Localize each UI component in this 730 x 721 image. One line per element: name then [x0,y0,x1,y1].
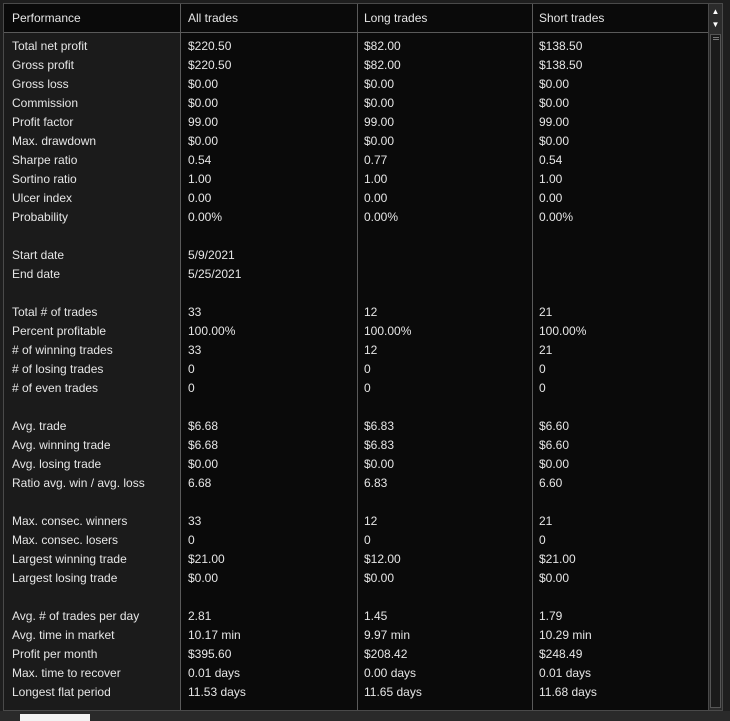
all-trades-value: 2.81 [188,609,212,623]
metric-label: Avg. losing trade [12,457,102,471]
metric-label: Largest winning trade [12,552,127,566]
all-trades-value: $21.00 [188,552,225,566]
table-row[interactable] [4,37,708,56]
grip-line [713,39,719,40]
long-trades-value: 99.00 [364,115,395,129]
long-trades-value [364,493,532,512]
table-row[interactable] [4,512,708,531]
metric-label: Largest losing trade [12,571,118,585]
all-trades-value: 5/9/2021 [188,248,235,262]
table-row[interactable] [4,664,708,683]
table-row[interactable] [4,493,708,512]
metric-label: Max. time to recover [12,666,121,680]
long-trades-value: 12 [364,514,378,528]
table-row[interactable] [4,417,708,436]
table-row[interactable] [4,569,708,588]
all-trades-value: $6.68 [188,419,219,433]
metric-label: Gross loss [12,77,69,91]
table-row[interactable] [4,531,708,550]
all-trades-value: 11.53 days [188,685,246,699]
table-row[interactable] [4,208,708,227]
table-row[interactable] [4,170,708,189]
all-trades-value: 99.00 [188,115,219,129]
metric-label: Avg. time in market [12,628,115,642]
short-trades-value: $0.00 [539,134,570,148]
long-trades-value: $6.83 [364,419,395,433]
long-trades-value: 9.97 min [364,628,411,642]
short-trades-value [539,265,707,284]
metric-label: Total net profit [12,39,88,53]
metric-label: Profit factor [12,115,74,129]
metric-label: Profit per month [12,647,98,661]
metric-label: Gross profit [12,58,75,72]
short-trades-value: $0.00 [539,96,570,110]
all-trades-value: 6.68 [188,476,212,490]
long-trades-value: 1.45 [364,609,388,623]
all-trades-value: $220.50 [188,39,232,53]
short-trades-value: 0 [539,381,546,395]
metric-label: Avg. winning trade [12,438,111,452]
long-trades-value: 0.00 [364,191,388,205]
table-row[interactable] [4,151,708,170]
metric-label: Sharpe ratio [12,153,78,167]
all-trades-value: $395.60 [188,647,232,661]
short-trades-value [539,398,707,417]
short-trades-value: $138.50 [539,39,583,53]
header-long-trades[interactable]: Long trades [364,11,428,25]
short-trades-value: $6.60 [539,419,570,433]
all-trades-value: $0.00 [188,571,219,585]
short-trades-value: $138.50 [539,58,583,72]
table-row[interactable] [4,303,708,322]
long-trades-value: $208.42 [364,647,408,661]
metric-label [12,398,180,417]
long-trades-value: 12 [364,305,378,319]
metric-label: Start date [12,248,65,262]
table-row[interactable] [4,436,708,455]
table-row[interactable] [4,550,708,569]
all-trades-value [188,493,356,512]
long-trades-value [364,227,532,246]
table-row[interactable] [4,474,708,493]
short-trades-value: $248.49 [539,647,583,661]
grip-line [713,37,719,38]
long-trades-value: $82.00 [364,58,401,72]
long-trades-value: 11.65 days [364,685,422,699]
table-row[interactable] [4,113,708,132]
table-row[interactable] [4,132,708,151]
header-performance[interactable]: Performance [12,11,81,25]
metric-label [12,284,180,303]
short-trades-value [539,246,707,265]
short-trades-value: 21 [539,305,553,319]
long-trades-value: 0 [364,362,371,376]
table-row[interactable] [4,588,708,607]
all-trades-value [188,284,356,303]
all-trades-value: $6.68 [188,438,219,452]
short-trades-value: 100.00% [539,324,587,338]
all-trades-value: 0 [188,533,195,547]
long-trades-value: $82.00 [364,39,401,53]
all-trades-value: 5/25/2021 [188,267,242,281]
metric-label: End date [12,267,61,281]
scrollbar-thumb[interactable] [710,34,721,708]
long-trades-value: 12 [364,343,378,357]
metric-label: Percent profitable [12,324,107,338]
short-trades-value: 0.01 days [539,666,592,680]
short-trades-value: 21 [539,514,553,528]
metric-label: Max. consec. losers [12,533,119,547]
metric-label: # of winning trades [12,343,113,357]
all-trades-value: 0.54 [188,153,212,167]
table-row[interactable] [4,189,708,208]
long-trades-value: $0.00 [364,77,395,91]
all-trades-value: $0.00 [188,77,219,91]
long-trades-value: $0.00 [364,571,395,585]
long-trades-value: $12.00 [364,552,401,566]
short-trades-value [539,588,707,607]
all-trades-value: 33 [188,514,202,528]
all-trades-value: 33 [188,343,202,357]
all-trades-value: 10.17 min [188,628,241,642]
table-row[interactable] [4,360,708,379]
metric-label: Ulcer index [12,191,73,205]
short-trades-value: 99.00 [539,115,570,129]
short-trades-value: 0.54 [539,153,563,167]
short-trades-value: 21 [539,343,553,357]
metric-label: Sortino ratio [12,172,77,186]
long-trades-value: 1.00 [364,172,388,186]
metric-label [12,227,180,246]
all-trades-value: 1.00 [188,172,212,186]
short-trades-value: 0.00% [539,210,574,224]
table-row[interactable] [4,265,708,284]
header-short-trades[interactable]: Short trades [539,11,605,25]
short-trades-value: 0 [539,362,546,376]
short-trades-value: 0 [539,533,546,547]
table-row[interactable] [4,626,708,645]
table-row[interactable] [4,379,708,398]
column-divider[interactable] [532,4,533,710]
all-trades-value: $220.50 [188,58,232,72]
metric-label: Max. drawdown [12,134,97,148]
scroll-up-arrow-icon[interactable]: ▲ [709,5,722,19]
vertical-scrollbar[interactable] [708,4,722,710]
all-trades-value [188,588,356,607]
short-trades-value: 11.68 days [539,685,597,699]
metric-label [12,588,180,607]
long-trades-value: $6.83 [364,438,395,452]
long-trades-value: 100.00% [364,324,412,338]
metric-label: Total # of trades [12,305,98,319]
table-row[interactable] [4,284,708,303]
table-row[interactable] [4,75,708,94]
table-row[interactable] [4,246,708,265]
metric-label: Longest flat period [12,685,111,699]
long-trades-value: 0 [364,381,371,395]
short-trades-value: 0.00 [539,191,563,205]
short-trades-value: $0.00 [539,571,570,585]
metric-label: Avg. # of trades per day [12,609,140,623]
metric-label: # of losing trades [12,362,104,376]
table-row[interactable] [4,645,708,664]
header-all-trades[interactable]: All trades [188,11,239,25]
long-trades-value: $0.00 [364,96,395,110]
metric-label: Ratio avg. win / avg. loss [12,476,145,490]
all-trades-value: $0.00 [188,134,219,148]
all-trades-value: 100.00% [188,324,236,338]
performance-grid-panel [3,3,723,711]
all-trades-value [188,398,356,417]
short-trades-value: $0.00 [539,77,570,91]
long-trades-value [364,265,532,284]
table-row[interactable] [4,683,708,702]
all-trades-value: 0 [188,362,195,376]
short-trades-value: 1.79 [539,609,563,623]
column-divider[interactable] [180,4,181,710]
short-trades-value: 10.29 min [539,628,592,642]
long-trades-value [364,246,532,265]
metric-label: Max. consec. winners [12,514,128,528]
short-trades-value: 1.00 [539,172,563,186]
table-header-row [4,4,708,33]
short-trades-value: $21.00 [539,552,576,566]
table-row[interactable] [4,455,708,474]
all-trades-value: 0.00% [188,210,223,224]
long-trades-value: $0.00 [364,457,395,471]
table-row[interactable] [4,56,708,75]
all-trades-value [188,227,356,246]
all-trades-value: 33 [188,305,202,319]
table-row[interactable] [4,94,708,113]
long-trades-value: 0 [364,533,371,547]
table-row[interactable] [4,341,708,360]
short-trades-value: $6.60 [539,438,570,452]
table-row[interactable] [4,607,708,626]
short-trades-value [539,227,707,246]
metric-label: Probability [12,210,69,224]
long-trades-value [364,284,532,303]
short-trades-value [539,493,707,512]
metric-label [12,493,180,512]
short-trades-value: 6.60 [539,476,563,490]
all-trades-value: 0 [188,381,195,395]
column-divider[interactable] [357,4,358,710]
metric-label: Commission [12,96,79,110]
long-trades-value: 0.00 days [364,666,417,680]
all-trades-value: 0.00 [188,191,212,205]
table-row[interactable] [4,398,708,417]
long-trades-value [364,398,532,417]
short-trades-value: $0.00 [539,457,570,471]
metric-label: Avg. trade [12,419,67,433]
long-trades-value: 0.77 [364,153,388,167]
short-trades-value [539,284,707,303]
all-trades-value: $0.00 [188,96,219,110]
all-trades-value: $0.00 [188,457,219,471]
long-trades-value: 6.83 [364,476,388,490]
bottom-tab-strip [0,711,730,721]
bottom-tab[interactable] [20,714,90,721]
metric-label: # of even trades [12,381,99,395]
long-trades-value [364,588,532,607]
long-trades-value: 0.00% [364,210,399,224]
scroll-down-arrow-icon[interactable]: ▼ [709,18,722,32]
table-row[interactable] [4,322,708,341]
performance-table [4,4,708,710]
table-row[interactable] [4,227,708,246]
all-trades-value: 0.01 days [188,666,241,680]
long-trades-value: $0.00 [364,134,395,148]
